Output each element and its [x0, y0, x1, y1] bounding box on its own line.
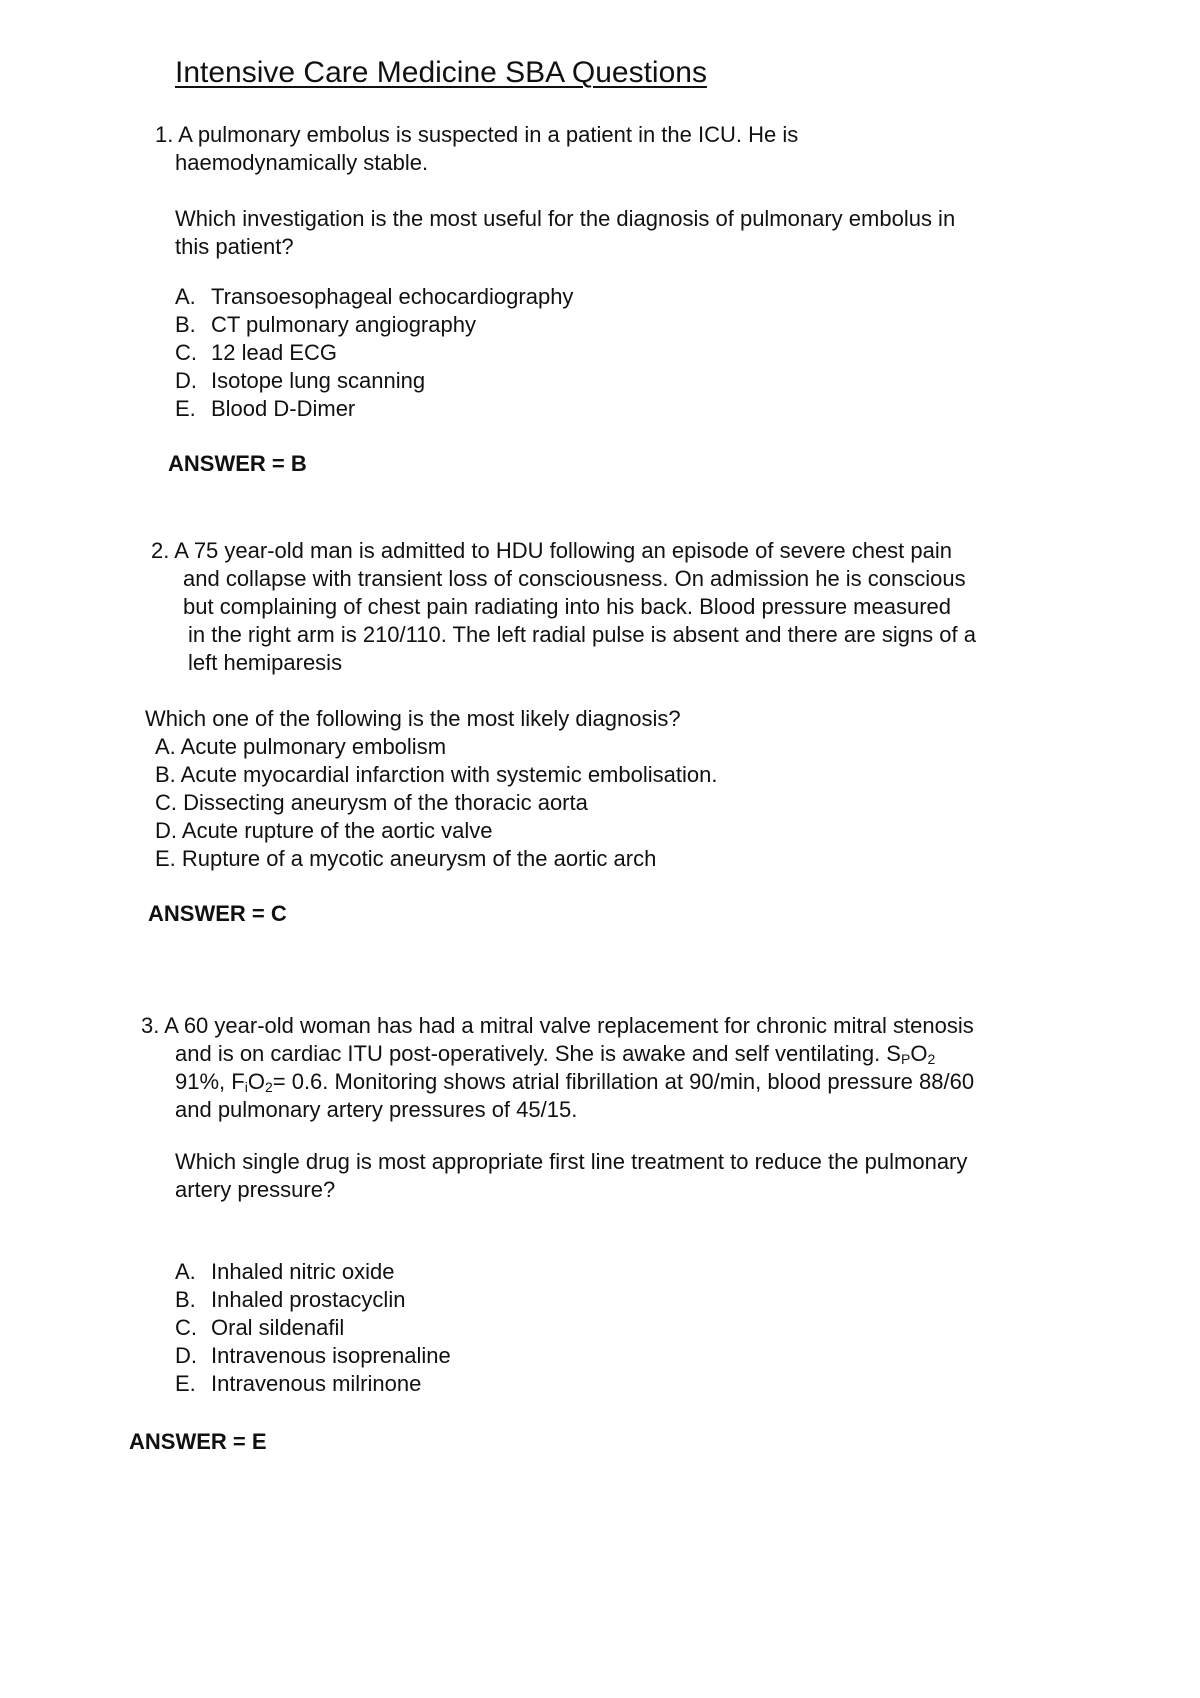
option-letter: E.	[175, 1371, 196, 1396]
option-letter: E.	[175, 396, 196, 421]
q1-option-a	[175, 283, 573, 311]
q2-stem-line-1: 2. A 75 year-old man is admitted to HDU following an episode of severe chest pain	[151, 538, 953, 563]
q1-prompt-line-2: this patient?	[175, 234, 294, 259]
option-text: Oral sildenafil	[211, 1315, 345, 1340]
q2-stem-line-2: and collapse with transient loss of consciousness. On admission he is conscious	[183, 566, 966, 591]
q2-prompt: Which one of the following is the most likely diagnosis?	[145, 706, 681, 731]
option-text: Blood D-Dimer	[211, 396, 356, 421]
q3-stem-line-4: and pulmonary artery pressures of 45/15.	[175, 1097, 578, 1122]
q3-prompt-line-2: artery pressure?	[175, 1177, 336, 1202]
q1-option-e	[175, 395, 355, 423]
q2-option-a: A. Acute pulmonary embolism	[155, 734, 447, 759]
q3-option-c	[175, 1314, 344, 1342]
q3-prompt-line-1: Which single drug is most appropriate first line treatment to reduce the pulmonary	[175, 1149, 968, 1174]
option-letter: C.	[175, 340, 197, 365]
q2-stem-line-3: but complaining of chest pain radiating into his back. Blood pressure measured	[183, 594, 952, 619]
option-letter: A.	[175, 284, 196, 309]
option-letter: A.	[175, 1259, 196, 1284]
option-letter: B.	[175, 1287, 196, 1312]
q1-prompt-line-1: Which investigation is the most useful for the diagnosis of pulmonary embolus in	[175, 206, 956, 231]
q1-answer: ANSWER = B	[168, 451, 307, 476]
q3-option-d	[175, 1342, 451, 1370]
option-text: Transoesophageal echocardiography	[211, 284, 574, 309]
q1-option-d	[175, 367, 425, 395]
q2-answer: ANSWER = C	[148, 901, 287, 926]
option-letter: B.	[175, 312, 196, 337]
page-title: Intensive Care Medicine SBA Questions	[175, 56, 707, 89]
option-text: Isotope lung scanning	[211, 368, 426, 393]
option-text: CT pulmonary angiography	[211, 312, 476, 337]
option-text: Inhaled nitric oxide	[211, 1259, 395, 1284]
q2-option-e: E. Rupture of a mycotic aneurysm of the aortic arch	[155, 846, 657, 871]
q2-option-c: C. Dissecting aneurysm of the thoracic aorta	[155, 790, 588, 815]
q3-option-e	[175, 1370, 421, 1398]
option-text: Inhaled prostacyclin	[211, 1287, 406, 1312]
q2-stem-line-5: left hemiparesis	[188, 650, 343, 675]
option-text: 12 lead ECG	[211, 340, 337, 365]
q2-stem-line-4: in the right arm is 210/110. The left radial pulse is absent and there are signs of a	[188, 622, 976, 647]
q1-stem-line-1: 1. A pulmonary embolus is suspected in a patient in the ICU. He is	[155, 122, 799, 147]
q3-answer: ANSWER = E	[129, 1429, 267, 1454]
option-text: Intravenous milrinone	[211, 1371, 422, 1396]
q2-option-d: D. Acute rupture of the aortic valve	[155, 818, 493, 843]
q3-stem-line-2: and is on cardiac ITU post-operatively. She is awake and self ventilating. $S_PO_2$	[175, 1041, 936, 1067]
q3-option-b	[175, 1286, 405, 1314]
option-letter: D.	[175, 1343, 197, 1368]
option-text: Intravenous isoprenaline	[211, 1343, 451, 1368]
q3-stem-line-3: 91%, $F_iO_2= 0.6$. Monitoring shows atrial fibrillation at 90/min, blood pressure 88/60	[175, 1069, 975, 1095]
q3-option-a	[175, 1258, 394, 1286]
q1-option-c	[175, 339, 337, 367]
q3-stem-line-1: 3. A 60 year-old woman has had a mitral valve replacement for chronic mitral stenosis	[141, 1013, 974, 1038]
q1-option-b	[175, 311, 476, 339]
option-letter: C.	[175, 1315, 197, 1340]
q2-option-b: B. Acute myocardial infarction with systemic embolisation.	[155, 762, 718, 787]
q1-stem-line-2: haemodynamically stable.	[175, 150, 429, 175]
option-letter: D.	[175, 368, 197, 393]
